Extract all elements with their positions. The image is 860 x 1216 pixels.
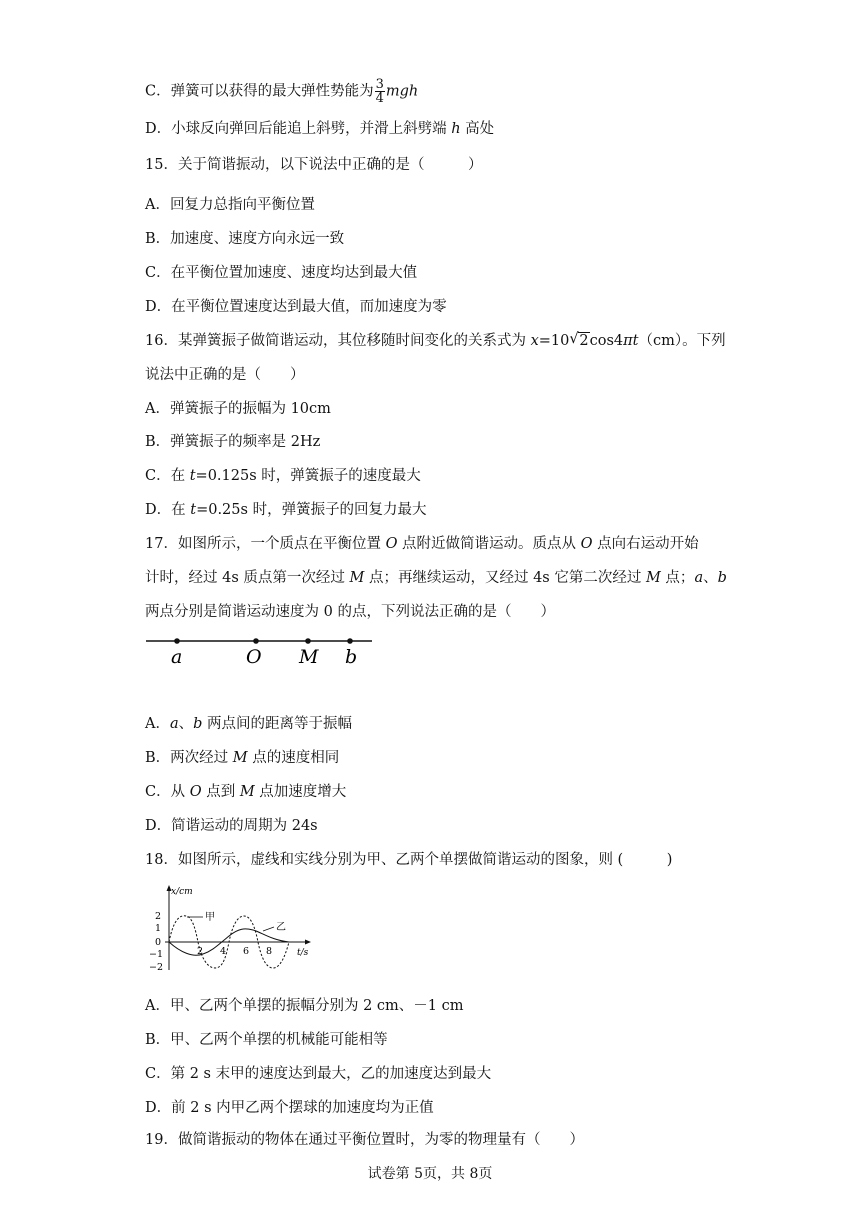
- label-m: M: [299, 646, 319, 668]
- x-axis-label: t/s: [297, 948, 309, 958]
- q17-option-d: D．简谐运动的周期为 24s: [145, 818, 318, 834]
- q15-option-b: B．加速度、速度方向永远一致: [145, 231, 345, 247]
- q18-stem: 18．如图所示，虚线和实线分别为甲、乙两个单摆做简谐运动的图象，则 ( ): [145, 852, 673, 868]
- option-d-prev: D．小球反向弹回后能追上斜劈，并滑上斜劈端 h 高处: [145, 121, 495, 137]
- q17-figure: [140, 630, 380, 670]
- label-o: O: [246, 646, 262, 668]
- label-yi: 乙: [276, 922, 286, 933]
- fraction: $\frac{3}{4}$: [375, 77, 384, 106]
- q16-stem-line2: 说法中正确的是（ ）: [145, 367, 305, 383]
- q17-option-a: A．a、b 两点间的距离等于振幅: [145, 716, 353, 732]
- leader-yi: [263, 927, 274, 931]
- q18-option-d: D．前 2 s 内甲乙两个摆球的加速度均为正值: [145, 1100, 434, 1116]
- y-axis-label: x/cm: [171, 887, 193, 897]
- q17-stem-line2: 计时，经过 4s 质点第一次经过 M 点；再继续运动，又经过 4s 它第二次经过 M 点；a、b: [145, 570, 727, 586]
- point-b: [347, 638, 353, 644]
- q17-option-b: B．两次经过 M 点的速度相同: [145, 750, 340, 766]
- q16-option-b: B．弹簧振子的频率是 2Hz: [145, 434, 321, 450]
- option-c-prev: C．弹簧可以获得的最大弹性势能为 $\frac{3}{4}$ mgh: [145, 77, 419, 106]
- q18-option-b: B．甲、乙两个单摆的机械能可能相等: [145, 1032, 388, 1048]
- q15-option-a: A．回复力总指向平衡位置: [145, 197, 315, 213]
- y-tick-0: 0: [155, 937, 162, 948]
- q18-option-c: C．第 2 s 末甲的速度达到最大，乙的加速度达到最大: [145, 1066, 492, 1082]
- point-a: [174, 638, 180, 644]
- label-jia: 甲: [205, 912, 215, 923]
- y-tick-2: 2: [155, 911, 162, 922]
- x-tick-4: 4: [220, 946, 227, 957]
- label-b: b: [345, 646, 358, 668]
- y-tick-1: 1: [155, 923, 162, 934]
- page-footer: 试卷第 5页，共 8页: [367, 1166, 493, 1182]
- x-tick-8: 8: [266, 946, 273, 957]
- x-tick-6: 6: [243, 946, 250, 957]
- q16-option-a: A．弹簧振子的振幅为 10cm: [145, 401, 331, 417]
- q15-option-d: D．在平衡位置速度达到最大值，而加速度为零: [145, 299, 447, 315]
- y-tick-neg1: −1: [149, 949, 164, 960]
- q18-figure: [145, 884, 315, 976]
- q17-stem-line3: 两点分别是简谐运动速度为 0 的点，下列说法正确的是（ ）: [145, 604, 555, 620]
- x-tick-2: 2: [197, 946, 204, 957]
- y-tick-neg2: −2: [149, 962, 164, 973]
- q17-stem-line1: 17．如图所示，一个质点在平衡位置 O 点附近做简谐运动。质点从 O 点向右运动开始: [145, 536, 699, 552]
- q16-option-d: D．在 t=0.25s 时，弹簧振子的回复力最大: [145, 502, 427, 518]
- q19-stem: 19．做简谐振动的物体在通过平衡位置时，为零的物理量有（ ）: [145, 1132, 584, 1148]
- q15-stem: 15．关于简谐振动，以下说法中正确的是（ ）: [145, 157, 483, 173]
- point-m: [305, 638, 311, 644]
- q15-option-c: C．在平衡位置加速度、速度均达到最大值: [145, 265, 418, 281]
- point-o: [253, 638, 259, 644]
- q18-option-a: A．甲、乙两个单摆的振幅分别为 2 cm、－1 cm: [145, 998, 464, 1014]
- q16-option-c: C．在 t=0.125s 时，弹簧振子的速度最大: [145, 468, 421, 484]
- q16-stem-line1: 16．某弹簧振子做简谐运动，其位移随时间变化的关系式为 x=10 √ 2cos4πt（cm）。下列: [145, 331, 726, 349]
- x-arrow: [305, 940, 311, 945]
- q17-option-c: C．从 O 点到 M 点加速度增大: [145, 784, 347, 800]
- label-a: a: [171, 646, 183, 668]
- sqrt: √ 2: [569, 331, 589, 349]
